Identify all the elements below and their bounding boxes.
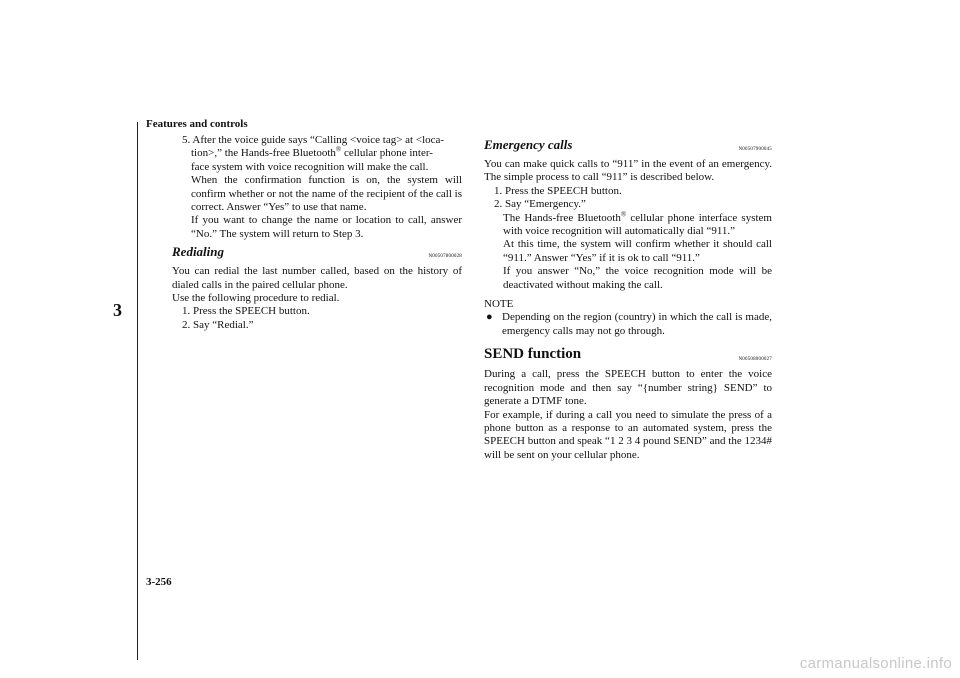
redialing-step1: 1. Press the SPEECH button. — [182, 305, 310, 318]
emergency-heading — [484, 138, 772, 158]
send-para2: For example, if during a call you need to simulate the press of a phone button as a response to an automated system, press the SPEECH button and speak “1 2 3 4 pound SEND” and the 1234# will be sent on your cellular phone. — [484, 408, 772, 461]
emergency-body2: At this time, the system will confirm whether it should call “911.” Answer “Yes” if it is ok to call “911.” — [503, 238, 772, 264]
step5-line1: 5. After the voice guide says “Calling <voice tag> at <loca- — [182, 134, 445, 146]
emergency-body1 — [484, 209, 772, 239]
bullet-icon: ● — [486, 311, 493, 324]
note-text: Depending on the region (country) in which the call is made, emergency calls may not go through. — [502, 311, 772, 337]
send-title: SEND function — [484, 346, 582, 363]
right-column — [484, 134, 772, 462]
watermark: carmanualsonline.info — [799, 655, 952, 672]
step5-line2-a: tion>,” the Hands-free Bluetooth — [191, 147, 336, 160]
registered-mark: ® — [335, 145, 342, 154]
redialing-intro1: You can redial the last number called, based on the history of dialed calls in the paired cellular phone. — [172, 265, 462, 291]
emergency-step2: 2. Say “Emergency.” — [494, 198, 586, 211]
emergency-body1-b: cellular phone interface system with voice recognition will automatically dial “911.” — [503, 211, 772, 238]
send-para1: During a call, press the SPEECH button to enter the voice recognition mode and then say “{number string} SEND” to generate a DTMF tone. — [484, 368, 772, 408]
redialing-heading — [172, 245, 462, 265]
redialing-title: Redialing — [172, 244, 225, 260]
step5-para3: If you want to change the name or location to call, answer “No.” The system will return to Step 3. — [191, 214, 462, 240]
redialing-step2: 2. Say “Redial.” — [182, 318, 254, 331]
emergency-body3: If you answer “No,” the voice recognition mode will be deactivated without making the call. — [503, 265, 772, 291]
step5-line2-b: cellular phone inter- — [341, 147, 433, 160]
send-code: N00508000027 — [738, 356, 772, 362]
step-5 — [172, 134, 462, 241]
step5-line2 — [172, 147, 462, 160]
note-bullet-item — [484, 311, 772, 338]
emergency-intro: You can make quick calls to “911” in the event of an emergency. The simple process to call “911” is described below. — [484, 158, 772, 184]
left-column — [172, 134, 462, 332]
running-header: Features and controls — [146, 118, 248, 130]
emergency-body1-a: The Hands-free Bluetooth — [503, 211, 621, 224]
page-number: 3-256 — [146, 576, 172, 588]
registered-mark: ® — [620, 209, 627, 218]
redialing-code: N00507800028 — [428, 253, 462, 259]
emergency-code: N00507900045 — [738, 146, 772, 152]
emergency-title: Emergency calls — [484, 137, 573, 152]
redialing-intro2: Use the following procedure to redial. — [172, 292, 340, 305]
send-heading — [484, 348, 772, 368]
emergency-step1: 1. Press the SPEECH button. — [494, 184, 622, 197]
note-label: NOTE — [484, 298, 514, 311]
step5-para2: When the confirmation function is on, the system will confirm whether or not the name of the recipient of the call is correct. Answer “Yes” to use that name. — [191, 174, 462, 214]
chapter-divider — [137, 122, 138, 660]
chapter-number: 3 — [113, 300, 122, 320]
step5-line3: face system with voice recognition will make the call. — [191, 160, 429, 173]
